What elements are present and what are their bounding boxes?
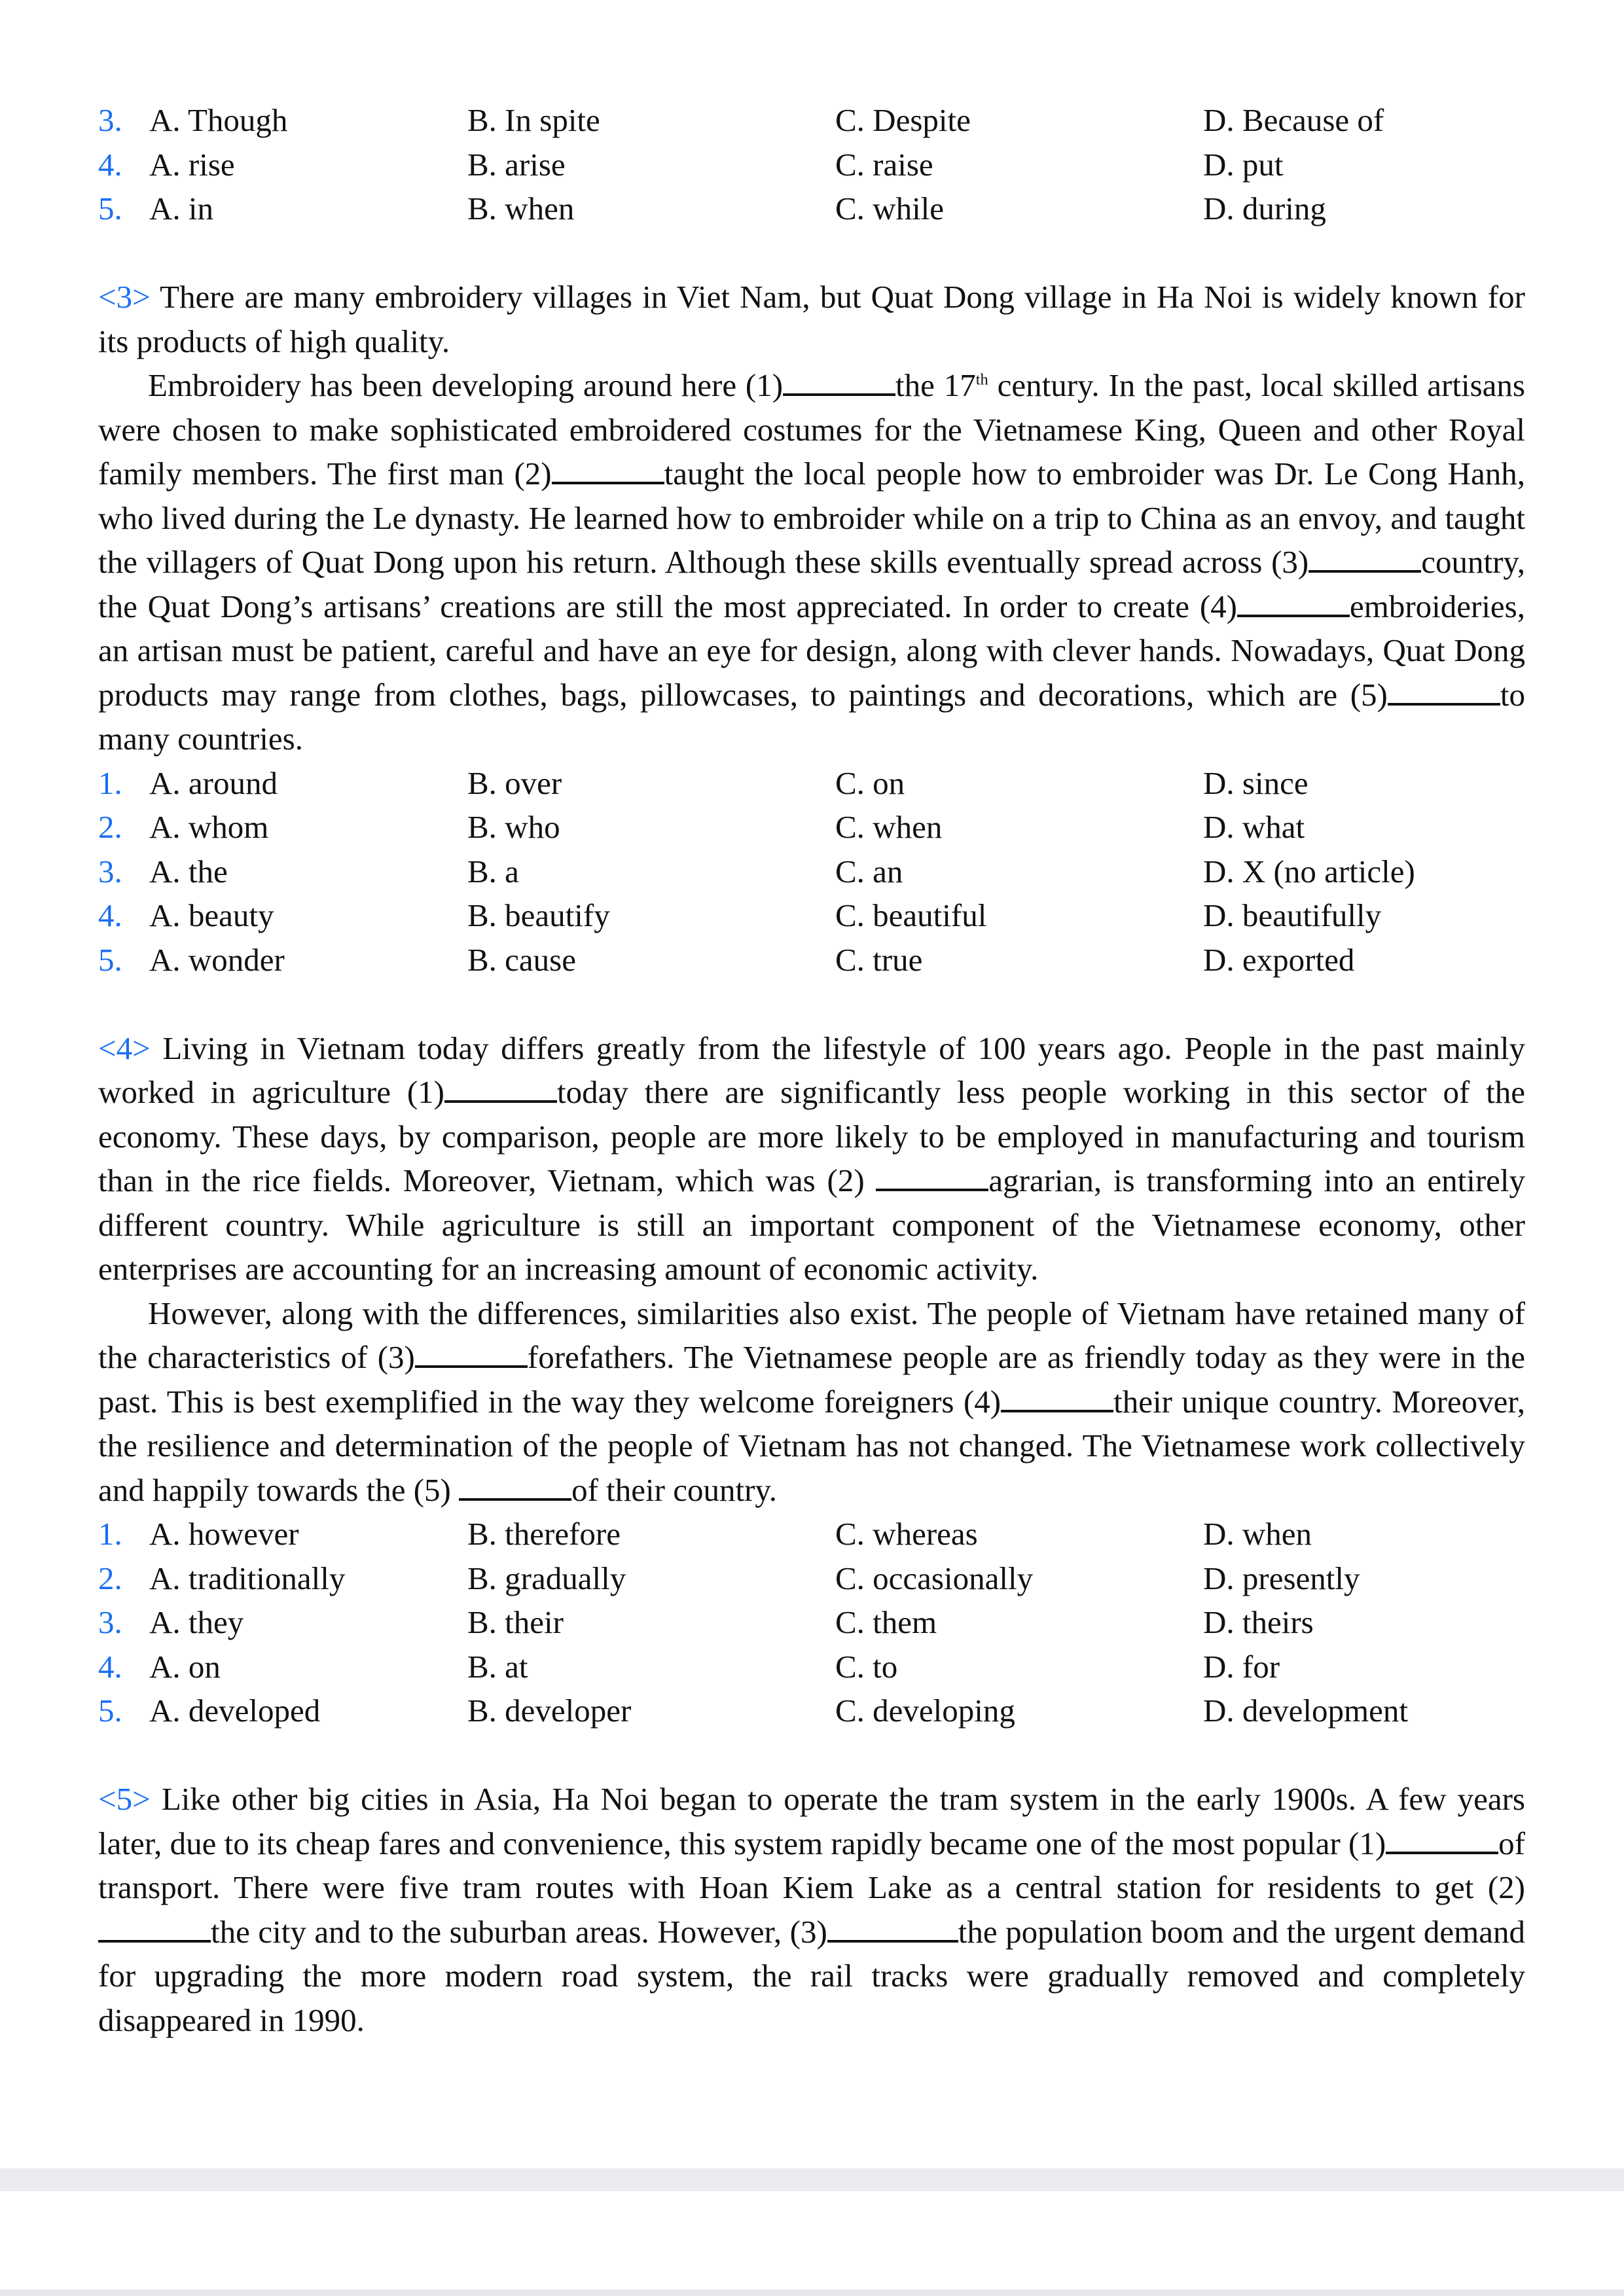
blank-2 <box>552 453 664 484</box>
passage-4-para-2 <box>98 1291 1525 1513</box>
option-a: A. rise <box>149 146 235 183</box>
page-separator-bottom <box>0 2289 1624 2296</box>
option-a: A. around <box>149 764 278 801</box>
option-a: A. Though <box>149 102 288 138</box>
passage-text: of their country. <box>571 1471 777 1508</box>
option-d: D. for <box>1203 1648 1280 1685</box>
option-c: C. whereas <box>835 1516 978 1552</box>
option-row <box>98 893 1525 938</box>
passage-tag: <4> <box>98 1030 151 1066</box>
option-d: D. theirs <box>1203 1604 1314 1640</box>
passage-tag: <5> <box>98 1781 151 1817</box>
option-a: A. traditionally <box>149 1560 346 1596</box>
option-b: B. at <box>467 1648 528 1685</box>
option-row <box>98 1689 1525 1733</box>
question-number: 4. <box>98 1648 122 1685</box>
blank-4 <box>1001 1380 1113 1412</box>
question-number: 2. <box>98 809 122 845</box>
passage-4-para-1 <box>98 1026 1525 1291</box>
option-b: B. who <box>467 809 560 845</box>
blank-3 <box>827 1910 958 1942</box>
passage-text: There are many embroidery villages in Viet Nam, but Quat Dong village in Ha Noi is widely known for its products of high quality. <box>98 279 1525 359</box>
option-c: C. beautiful <box>835 897 987 933</box>
option-b: B. In spite <box>467 102 600 138</box>
options-group-4 <box>98 1512 1525 1733</box>
option-a: A. whom <box>149 809 269 845</box>
option-row <box>98 1512 1525 1556</box>
blank-5 <box>459 1469 571 1500</box>
worksheet-page <box>98 98 1525 2042</box>
option-d: D. what <box>1203 809 1305 845</box>
option-d: D. exported <box>1203 941 1355 978</box>
options-group-2-continued <box>98 98 1525 231</box>
question-number: 1. <box>98 764 122 801</box>
superscript: th <box>975 370 988 389</box>
option-c: C. developing <box>835 1693 1015 1729</box>
option-row <box>98 143 1525 187</box>
passage-3-intro <box>98 275 1525 363</box>
option-d: D. during <box>1203 190 1326 226</box>
option-a: A. on <box>149 1648 221 1685</box>
passage-text: forefathers. The Vietnamese people are as friendly today as they were in the past. This is best exemplified in the way they welcome foreigners (4) <box>98 1339 1525 1420</box>
option-row <box>98 1600 1525 1645</box>
option-c: C. to <box>835 1648 898 1685</box>
option-a: A. beauty <box>149 897 274 933</box>
passage-text: country, the Quat Dong’s artisans’ creations are still the most appreciated. In order to create (4) <box>98 544 1525 624</box>
option-row <box>98 805 1525 850</box>
passage-text: However, along with the differences, similarities also exist. The people of Vietnam have retained many of the characteristics of (3) <box>98 1295 1525 1375</box>
passage-text: embroideries, an artisan must be patient, careful and have an eye for design, along with clever hands. Nowadays, Quat Dong products may range from clothes, bags, pillowcases, to paintings and decorations, which are (5) <box>98 588 1525 713</box>
option-d: D. Because of <box>1203 102 1384 138</box>
option-b: B. when <box>467 190 575 226</box>
page-separator <box>0 2168 1624 2191</box>
question-number: 5. <box>98 1693 122 1729</box>
question-number: 3. <box>98 102 122 138</box>
passage-text: their unique country. Moreover, the resilience and determination of the people of Vietnam has not changed. The Vietnamese work collectively and happily towards the (5) <box>98 1383 1525 1508</box>
passage-text: Embroidery has been developing around here (1) <box>148 367 784 403</box>
passage-tag: <3> <box>98 279 151 315</box>
blank-4 <box>1237 585 1350 617</box>
options-group-3 <box>98 761 1525 982</box>
option-d: D. presently <box>1203 1560 1360 1596</box>
option-c: C. them <box>835 1604 937 1640</box>
option-c: C. true <box>835 941 923 978</box>
option-a: A. developed <box>149 1693 321 1729</box>
passage-text: Living in Vietnam today differs greatly from the lifestyle of 100 years ago. People in the past mainly worked in agriculture (1) <box>98 1030 1525 1110</box>
passage-text: to many countries. <box>98 676 1525 757</box>
option-b: B. developer <box>467 1693 632 1729</box>
option-d: D. development <box>1203 1693 1408 1729</box>
option-b: B. over <box>467 764 562 801</box>
passage-text: the population boom and the urgent demand for upgrading the more modern road system, the rail tracks were gradually removed and completely disappeared in 1990. <box>98 1913 1525 2038</box>
option-row <box>98 761 1525 806</box>
question-number: 5. <box>98 190 122 226</box>
blank-1 <box>444 1071 557 1103</box>
passage-text: today there are significantly less people working in this sector of the economy. These days, by comparison, people are more likely to be employed in manufacturing and tourism than in the rice fields. Moreover, Vietnam, which was (2) <box>98 1074 1525 1198</box>
blank-5 <box>1388 673 1500 705</box>
option-a: A. they <box>149 1604 244 1640</box>
option-b: B. a <box>467 853 519 889</box>
option-d: D. put <box>1203 146 1284 183</box>
option-a: A. in <box>149 190 213 226</box>
option-row <box>98 1556 1525 1601</box>
option-b: B. beautify <box>467 897 610 933</box>
option-d: D. beautifully <box>1203 897 1382 933</box>
option-b: B. therefore <box>467 1516 621 1552</box>
option-row <box>98 98 1525 143</box>
passage-text: of transport. There were five tram routes with Hoan Kiem Lake as a central station for residents to get (2) <box>98 1825 1525 1905</box>
question-number: 5. <box>98 941 122 978</box>
option-c: C. when <box>835 809 943 845</box>
option-a: A. the <box>149 853 228 889</box>
blank-2 <box>876 1160 988 1191</box>
question-number: 4. <box>98 897 122 933</box>
option-a: A. wonder <box>149 941 285 978</box>
option-d: D. when <box>1203 1516 1312 1552</box>
question-number: 2. <box>98 1560 122 1596</box>
option-b: B. their <box>467 1604 564 1640</box>
option-c: C. an <box>835 853 903 889</box>
passage-4 <box>98 1026 1525 1513</box>
option-c: C. on <box>835 764 905 801</box>
passage-text: the 17 <box>895 367 976 403</box>
option-row <box>98 187 1525 231</box>
option-c: C. Despite <box>835 102 971 138</box>
blank-3 <box>1308 541 1421 573</box>
blank-3 <box>415 1336 528 1368</box>
passage-5 <box>98 1777 1525 2042</box>
question-number: 4. <box>98 146 122 183</box>
option-d: D. X (no article) <box>1203 853 1415 889</box>
question-number: 3. <box>98 853 122 889</box>
passage-text: century. In the past, local skilled artisans were chosen to make sophisticated embroidered costumes for the Vietnamese King, Queen and other Royal family members. The first man (2) <box>98 367 1525 492</box>
blank-1 <box>1386 1822 1498 1854</box>
option-c: C. while <box>835 190 945 226</box>
question-number: 3. <box>98 1604 122 1640</box>
option-b: B. cause <box>467 941 576 978</box>
option-b: B. gradually <box>467 1560 626 1596</box>
passage-text: taught the local people how to embroider was Dr. Le Cong Hanh, who lived during the Le dynasty. He learned how to embroider while on a trip to China as an envoy, and taught the villagers of Quat Dong upon his return. Although these skills eventually spread across (3) <box>98 456 1525 580</box>
passage-text: the city and to the suburban areas. However, (3) <box>211 1913 827 1950</box>
passage-5-body <box>98 1777 1525 2042</box>
blank-2 <box>98 1910 211 1942</box>
question-number: 1. <box>98 1516 122 1552</box>
passage-3-body <box>98 363 1525 761</box>
option-c: C. raise <box>835 146 933 183</box>
passage-text: Like other big cities in Asia, Ha Noi began to operate the tram system in the early 1900s. A few years later, due to its cheap fares and convenience, this system rapidly became one of the most popular (1) <box>98 1781 1525 1861</box>
option-c: C. occasionally <box>835 1560 1034 1596</box>
option-row <box>98 850 1525 894</box>
option-b: B. arise <box>467 146 566 183</box>
option-row <box>98 938 1525 982</box>
blank-1 <box>783 365 895 396</box>
passage-text: agrarian, is transforming into an entirely different country. While agriculture is still an important component of the Vietnamese economy, other enterprises are accounting for an increasing amount of economic activity. <box>98 1162 1525 1287</box>
option-row <box>98 1645 1525 1689</box>
passage-3 <box>98 275 1525 761</box>
option-a: A. however <box>149 1516 299 1552</box>
option-d: D. since <box>1203 764 1308 801</box>
